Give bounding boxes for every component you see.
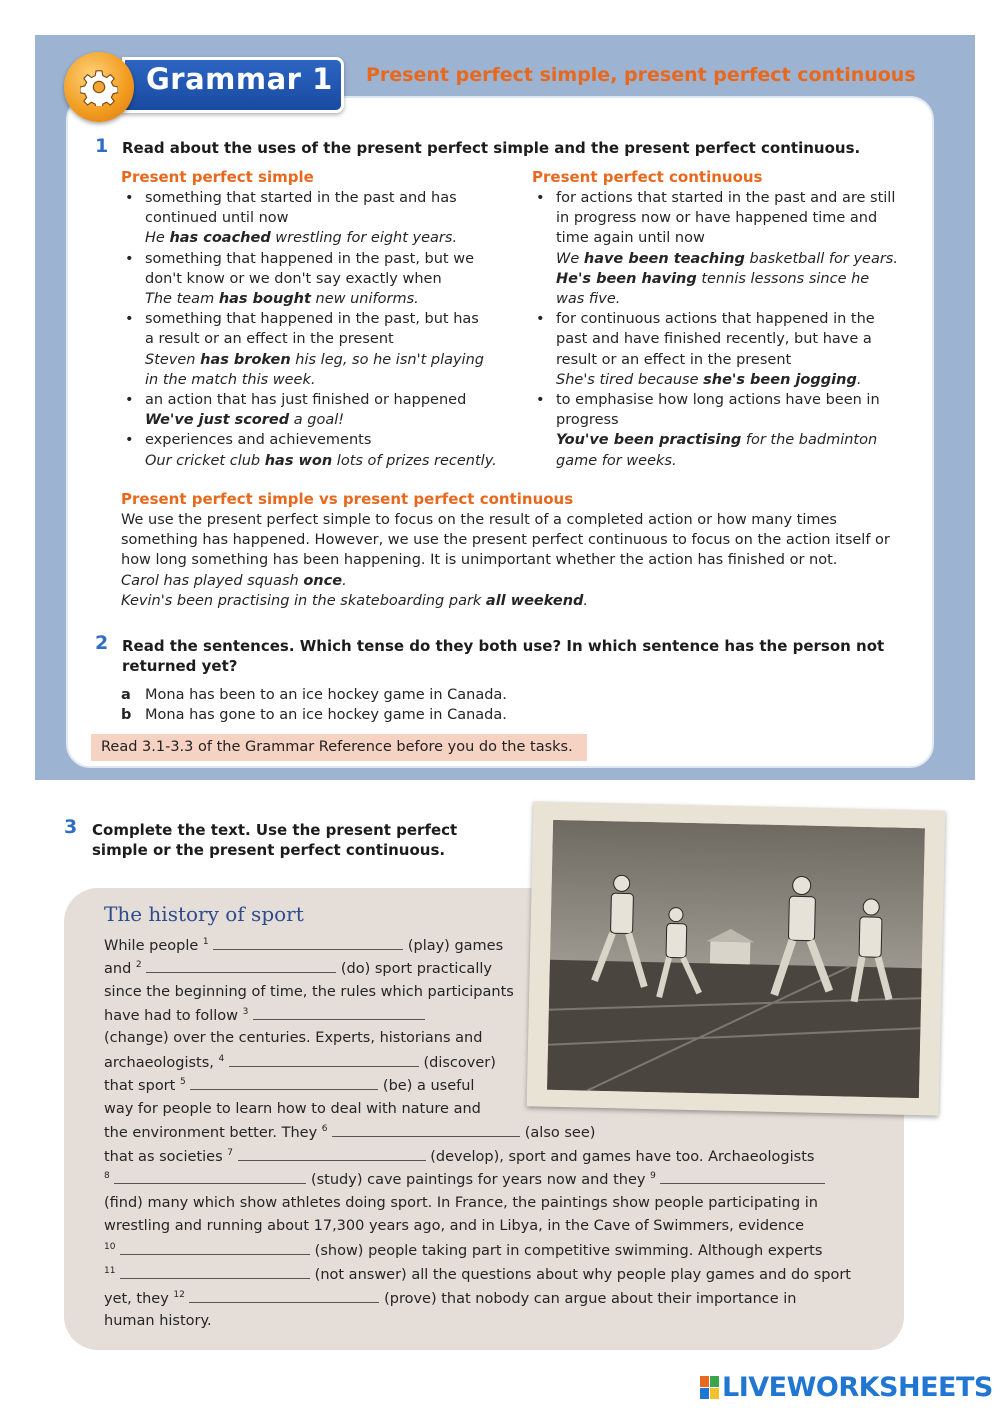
task-2-instruction: Read the sentences. Which tense do they both use? In which sentence has the person not returned yet?: [122, 637, 885, 675]
text-line-15: $^{11}$ (not answer) all the questions about why people play games and do sport: [104, 1266, 851, 1283]
example: We have been teaching basketball for years.: [556, 250, 898, 267]
example: You've been practising for the badminton game for weeks.: [556, 432, 878, 469]
example: He has coached wrestling for eight years.: [145, 230, 458, 247]
runners-photo: [547, 820, 925, 1098]
blank-11-input[interactable]: [120, 1266, 310, 1279]
vs-body: We use the present perfect simple to focus on the result of a completed action or how many times something has happened. However, we use the present perfect continuous to focus on the action itself or how long something has been happening. It is unimportant whether the action has finished or not. Carol has played squash once. Kevin's been practising in the skateboarding park all weekend.: [121, 512, 890, 609]
grammar-badge-circle: [64, 52, 134, 122]
liveworksheets-logo: LIVEWORKSHEETS: [722, 1372, 993, 1403]
blank-10-input[interactable]: [120, 1242, 310, 1255]
text-line-6: archaeologists, $^4$ (discover): [104, 1054, 496, 1071]
text-line-8: way for people to learn how to deal with nature and: [104, 1101, 481, 1117]
text-line-13: wrestling and running about 17,300 years ago, and in Libya, in the Cave of Swimmers, evidence: [104, 1218, 805, 1234]
task-2-number: 2: [95, 632, 109, 654]
example: We've just scored a goal!: [145, 412, 345, 429]
text-line-7: that sport $^5$ (be) a useful: [104, 1077, 475, 1094]
text-line-12: (find) many which show athletes doing sport. In France, the paintings show people participating in: [104, 1195, 818, 1211]
blank-6-input[interactable]: [332, 1124, 520, 1137]
task-1-number: 1: [95, 135, 109, 157]
gear-icon: [80, 68, 118, 106]
blank-8-input[interactable]: [114, 1171, 306, 1184]
text-line-4: have had to follow $^3$: [104, 1007, 425, 1024]
text-line-10: that as societies $^7$ (develop), sport and games have too. Archaeologists: [104, 1148, 815, 1165]
blank-4-input[interactable]: [229, 1054, 419, 1067]
grammar-badge-label: Grammar 1: [146, 62, 333, 96]
text-line-1: While people $^1$ (play) games: [104, 937, 504, 954]
text-line-16: yet, they $^{12}$ (prove) that nobody can argue about their importance in: [104, 1290, 797, 1307]
example: She's tired because she's been jogging.: [556, 371, 862, 388]
text-line-14: $^{10}$ (show) people taking part in competitive swimming. Although experts: [104, 1242, 823, 1259]
simple-heading: Present perfect simple: [121, 168, 314, 186]
continuous-uses: [532, 188, 927, 471]
text-line-2: and $^2$ (do) sport practically: [104, 960, 492, 977]
example: Our cricket club has won lots of prizes recently.: [145, 452, 497, 469]
text-line-9: the environment better. They $^6$ (also see): [104, 1124, 596, 1141]
task-2-items: [121, 685, 507, 725]
simple-use-4: • an action that has just finished or happened We've just scored a goal!: [121, 390, 516, 430]
simple-use-1: • something that started in the past and has continued until now He has coached wrestling for eight years.: [121, 188, 516, 249]
simple-uses: [121, 188, 516, 471]
blank-3-input[interactable]: [253, 1007, 425, 1020]
blank-1-input[interactable]: [213, 937, 403, 950]
task-3-instruction: Complete the text. Use the present perfect simple or the present perfect continuous.: [92, 821, 458, 859]
vs-heading: Present perfect simple vs present perfect continuous: [121, 490, 574, 508]
simple-use-5: • experiences and achievements Our cricket club has won lots of prizes recently.: [121, 430, 516, 470]
sprint-photo: [527, 801, 946, 1115]
page-title: Present perfect simple, present perfect continuous: [366, 64, 916, 86]
text-line-3: since the beginning of time, the rules which participants: [104, 984, 514, 1000]
blank-7-input[interactable]: [238, 1148, 426, 1161]
vs-example-1: Carol has played squash once.: [121, 572, 347, 589]
text-line-5: (change) over the centuries. Experts, historians and: [104, 1030, 483, 1046]
grammar-reference-note: Read 3.1-3.3 of the Grammar Reference before you do the tasks.: [91, 734, 587, 761]
simple-use-2: • something that happened in the past, but we don't know or we don't say exactly when The team has bought new uniforms.: [121, 249, 516, 310]
task-2-item-a: a Mona has been to an ice hockey game in Canada.: [121, 687, 507, 703]
example: He's been having tennis lessons since he was five.: [556, 270, 870, 308]
example: The team has bought new uniforms.: [145, 291, 419, 308]
text-line-17: human history.: [104, 1313, 212, 1329]
vs-example-2: Kevin's been practising in the skateboarding park all weekend.: [121, 592, 589, 609]
example: Steven has broken his leg, so he isn't playing in the match this week.: [145, 351, 484, 388]
continuous-heading: Present perfect continuous: [532, 168, 763, 186]
history-title: The history of sport: [104, 902, 304, 926]
task-3-number: 3: [64, 816, 78, 838]
simple-use-3: • something that happened in the past, but has a result or an effect in the present Steven has broken his leg, so he isn't playing in the match this week.: [121, 309, 516, 390]
blank-2-input[interactable]: [146, 960, 336, 973]
task-2-item-b: b Mona has gone to an ice hockey game in Canada.: [121, 707, 507, 724]
continuous-use-3: • to emphasise how long actions have been in progress You've been practising for the badminton game for weeks.: [532, 390, 927, 471]
text-line-11: $^8$ (study) cave paintings for years now and they $^9$: [104, 1171, 825, 1188]
blank-9-input[interactable]: [660, 1171, 825, 1184]
blank-12-input[interactable]: [189, 1290, 379, 1303]
continuous-use-2: • for continuous actions that happened in the past and have finished recently, but have a result or an effect in the present She's tired because she's been jogging.: [532, 309, 927, 390]
task-1-instruction: Read about the uses of the present perfect simple and the present perfect continuous.: [122, 139, 861, 157]
liveworksheets-logo-icon: [700, 1376, 720, 1400]
continuous-use-1: • for actions that started in the past and are still in progress now or have happened time and time again until now We have been teaching basketball for years. He's been having tennis lessons since he was five.: [532, 188, 927, 309]
blank-5-input[interactable]: [190, 1077, 378, 1090]
